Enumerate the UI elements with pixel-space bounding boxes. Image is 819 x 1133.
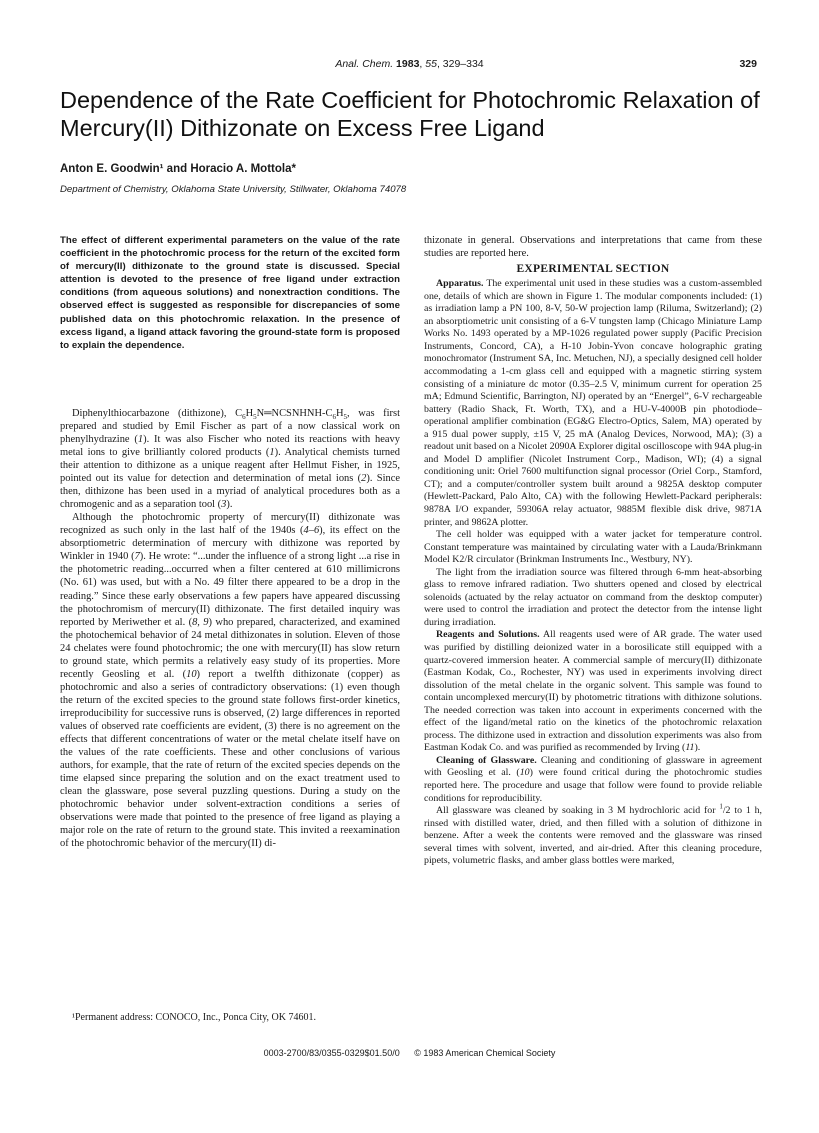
intro-continuation: thizonate in general. Observations and interpretations that came from these studies are reported here.: [424, 235, 762, 260]
left-column: [60, 234, 400, 850]
journal-pages: , 329–334: [436, 58, 484, 70]
intro-paragraph-1: Diphenylthiocarbazone (dithizone), $C_6H_5N═NCSNHNH-C_6H_5$, was first prepared and studied by Emil Fischer as part of a now classical work on phenylhydrazine (1). It was also Fischer who noted its reactions with heavy metal ions to give brilliantly colored products (1). Analytical chemists turned their attention to dithizone as a unique reagent after Hellmut Fisher, in 1925, pointed out its value for detection and determination of metal ions (2). Since then, dithizone has been used in a myriad of analytical procedures both as a chromogenic and as a separation tool (3).: [60, 407, 400, 511]
reagents-runin-head: Reagents and Solutions.: [436, 629, 540, 641]
article-authors: Anton E. Goodwin¹ and Horacio A. Mottola*: [60, 163, 296, 175]
page-footer: [0, 1048, 819, 1058]
article-title: Dependence of the Rate Coefficient for Photochromic Relaxation of Mercury(II) Dithizonate on Excess Free Ligand: [60, 87, 760, 141]
journal-volume: 55: [425, 58, 437, 70]
author-footnote: ¹Permanent address: CONOCO, Inc., Ponca City, OK 74601.: [72, 1012, 316, 1023]
reference-link[interactable]: 4–6: [303, 525, 320, 537]
reference-link[interactable]: 2: [361, 473, 367, 485]
reference-link[interactable]: 11: [685, 742, 695, 754]
reference-link[interactable]: 8, 9: [192, 616, 209, 628]
section-heading-experimental: EXPERIMENTAL SECTION: [516, 263, 670, 276]
reagents-paragraph: Reagents and Solutions. All reagents used were of AR grade. The water used was purified by distilling deionized water in a borosilicate still equipped with a quartz-covered immersion heater. A commercial sample of mercury(II) dithizonate (Eastman Kodak, Co., Rochester, NY) was used in experiments involving direct dissolution of the metal chelate in the organic solvent. This sample was found to contain uncomplexed mercury(II) by photometric titrations with dithizone solutions. The needed correction was taken into account in experiments concerned with the effect of the ligand/metal ratio on the kinetics of the photochromic relaxation process. The dithizone used in extraction and dissolution experiments was also from Eastman Kodak Co. and was purified as recommended by Irving (11).: [424, 629, 762, 754]
glassware-paragraph: All glassware was cleaned by soaking in 3 M hydrochloric acid for $^1$/2 to 1 h, rinsed with distilled water, dried, and then filled with a solution of dithizone in benzene. After a week the contents were removed and the glassware was rinsed several times with solvent, inverted, and air-dried. After this cleaning procedure, pipets, volumetric flasks, and amber glass bottles were marked,: [424, 802, 762, 867]
reference-link[interactable]: 10: [186, 668, 197, 680]
apparatus-paragraph: Apparatus. The experimental unit used in these studies was a custom-assembled one, details of which are shown in Figure 1. The modular components included: (1) as irradiation lamp a PN 100, 8-V, 50-W projection lamp (Riluma, Switzerland); (2) an absorptiometric unit consisting of a 6-V tungsten lamp (Chicago Miniature Lamp Works No. 1493 operated by a MP-1026 regulated power supply (Pacific Precision Instruments, Concord, CA), a H-10 Jobin-Yvon concave holographic grating monochromator (Instrument SA, Inc. Metuchen, NJ), a specially designed cell holder accommodating a 1-cm glass cell and equipped with a magnetic stirring system consisting of a miniature dc motor (0.35–2.5 V, minimum current for operation 25 mA; Edmund Scientific, Barrington, NJ) operated by an “Energel”, 6-V rechargeable battery (Radio Shack, Ft. Worth, TX), and a HU-V-4000B pin photodiode–operational amplifier combination (EG&G Electro-Optics, Salem, MA) operated by a 915 dual power supply, ±15 V, 25 mA (Analog Devices, Norwood, MA); (3) a readout unit based on a Nicolet 2090A Explorer digital oscilloscope with 94A plug-in and Model D amplifier (Nicolet Instrument Corp., Madison, WI); (4) a signal conditioning unit: Oriel 7600 multifunction signal processor (Oriel Corp., Stamford, CT); and a computer/controller system built around a 9825A desktop computer (Hewlett-Packard, Palo Alto, CA) with the following Hewlett-Packard peripherals: 9878A I/O expander, 59306A relay actuator, 9885M flexible disk drive, 9871A printer, and 9862A plotter.: [424, 278, 762, 528]
cleaning-paragraph: Cleaning of Glassware. Cleaning and conditioning of glassware in agreement with Geosling et al. (10) were found critical during the photochromic studies reported here. The procedure and usage that follow were found to provide reliable conditions for reproducibility.: [424, 754, 763, 804]
reference-link[interactable]: 1: [269, 446, 275, 458]
cleaning-runin-head: Cleaning of Glassware.: [436, 754, 537, 766]
reference-link[interactable]: 10: [519, 767, 530, 779]
reference-link[interactable]: 1: [137, 433, 144, 445]
cell-holder-paragraph: The cell holder was equipped with a water jacket for temperature control. Constant temperature was maintained by circulating water with a Lauda/Brinkmann Model K2/R circulator (Brinkman Instruments Inc., Westbury, NY).: [424, 529, 762, 566]
reference-link[interactable]: 7: [134, 551, 140, 563]
running-head: [0, 58, 819, 72]
abstract: The effect of different experimental parameters on the value of the rate coefficient in the photochromic process for the return of the excited form of mercury(II) dithizonate to the ground state is discussed. Special attention is devoted to the presence of free ligand under extraction conditions (from aqueous solutions) and nonextraction conditions. The observed effect is suggested as responsible for discrepancies of some published data on this photochromic relaxation. In the presence of excess ligand, a ligand attack favoring the ground-state form is proposed to explain the dependence.: [60, 235, 400, 351]
intro-paragraph-2: Although the photochromic property of mercury(II) dithizonate was recognized as such only in the last half of the 1940s (4–6), its effect on the absorptiometric determination of mercury with dithizone was reported by Winkler in 1940 (7). He wrote: “...under the influence of a strong light ...a rise in the photometric reading...occurred when a filter centered at 610 millimicrons (No. 61) was used, but with a No. 49 filter there appeared to be a drop in the reading.” Since these early observations a few papers have appeared discussing the photochromism of mercury(II) dithizonate. The first detailed inquiry was reported by Meriwether et al. (8, 9) who prepared, characterized, and examined the photochemical behavior of 24 metal dithizonates in solution. Eleven of those 24 chelates were found photochromic; the one with mercury(II) has slow return to ground state, which permits a relatively easy study of its properties. More recently Geosling et al. (10) report a twelfth dithizonate (copper) as photochromic and also a series of contradictory observations: (1) even though the return of the excited species to the ground state follows first-order kinetics, irreproducibility for successive runs is observed, (2) large differences in reported values of observed rate coefficients are evident, (3) there is no agreement on the effects that different concentrations of water or the metal chelate itself have on the values of the rate coefficients. These and other conclusions of various authors, for example, that the rate of return of the excited species depends on the time elapsed since preparing the solution and on the exact treatment used to clean the glassware, pose several puzzling questions. During a study on the photochromic behavior under solvent-extraction conditions a series of observations were made that pointed to the presence of free ligand as playing a major role on the rate of return to the ground state. This invited a reexamination of the photochromic behavior of the mercury(II) di-: [60, 512, 401, 850]
apparatus-runin-head: Apparatus.: [436, 278, 484, 290]
light-filter-paragraph: The light from the irradiation source was filtered through 6-mm heat-absorbing glass to remove infrared radiation. Two shutters opened and closed by electrical solenoids (actuated by the relay actuator on command from the desktop computer) were used to control the irradiation and protect the detector from the intense light during irradiation.: [424, 566, 762, 628]
journal-citation: Anal. Chem. 1983, 55, 329–334: [335, 58, 484, 70]
right-column: [424, 234, 762, 868]
author-affiliation: Department of Chemistry, Oklahoma State University, Stillwater, Oklahoma 74078: [60, 184, 407, 195]
page-number: 329: [739, 58, 757, 70]
reference-link[interactable]: 3: [221, 499, 227, 511]
journal-year: 1983: [396, 58, 420, 70]
journal-name: Anal. Chem.: [335, 58, 394, 70]
price-code: 0003-2700/83/0355-0329$01.50/0: [263, 1048, 400, 1058]
copyright-notice: © 1983 American Chemical Society: [414, 1048, 556, 1058]
